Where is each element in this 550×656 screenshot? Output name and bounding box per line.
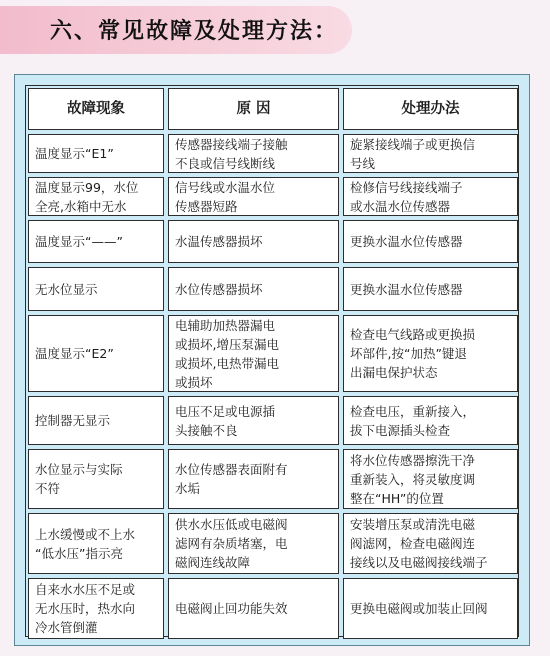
cell-text-line: 磁阀连线故障	[175, 555, 251, 570]
cell-text-line: 水温传感器损坏	[175, 234, 263, 249]
cell-text-line: 检修信号线接线端子	[350, 179, 463, 195]
cause-cell	[168, 177, 339, 216]
cell-text-line: 温度显示“E1”	[35, 146, 114, 161]
cell-text-line: 更换电磁阀或加装止回阀	[350, 601, 488, 616]
cell-text-line: 电磁阀止回功能失效	[175, 601, 288, 616]
cell-text-line: 头接触不良	[175, 422, 238, 438]
cell-text-line: 水位显示与实际	[35, 462, 123, 477]
symptom-cell	[28, 578, 164, 639]
cell-text-line: 水位传感器表面附有	[175, 462, 288, 477]
cell-text-line: 信号线或水温水位	[175, 179, 276, 195]
cell-text-line: 重新装入，将灵敏度调	[350, 471, 476, 487]
cell-text-line: 出漏电保护状态	[350, 365, 438, 380]
cell-text-line: 坏部件,按“加热”键退	[350, 346, 467, 361]
cause-cell	[168, 220, 339, 263]
cell-text-line: 供水水压低或电磁阀	[175, 517, 288, 532]
header-solution: 处理办法	[343, 88, 518, 130]
symptom-cell	[28, 449, 164, 509]
cell-text-line: 拔下电源插头检查	[350, 422, 451, 438]
cell-text-line: 温度显示99，水位	[35, 179, 139, 195]
header-cause: 原 因	[168, 88, 339, 130]
cell-text-line: 检查电压，重新接入，	[350, 403, 476, 419]
fault-table	[25, 85, 519, 637]
cell-text-line: 或损坏	[175, 374, 213, 390]
solution-cell	[343, 396, 518, 445]
cell-text-line: 上水缓慢或不上水	[35, 526, 136, 542]
cell-text-line: 电压不足或电源插	[175, 403, 276, 419]
cause-cell	[168, 315, 339, 392]
solution-cell	[343, 449, 518, 509]
section-title: 六、常见故障及处理方法：	[50, 19, 339, 44]
cell-text-line: 传感器接线端子接触	[175, 136, 288, 152]
cell-text-line: 旋紧接线端子或更换信	[350, 136, 476, 152]
cell-text-line: 传感器短路	[175, 198, 238, 214]
symptom-cell	[28, 396, 164, 445]
cell-text-line: 检查电气线路或更换损	[350, 327, 476, 342]
cell-text-line: 或损坏,增压泵漏电	[175, 336, 279, 352]
cell-text-line: 更换水温水位传感器	[350, 281, 463, 297]
cell-text-line: 温度显示“——”	[35, 234, 123, 249]
symptom-cell	[28, 267, 164, 311]
cell-text-line: 电辅助加热器漏电	[175, 317, 276, 333]
solution-cell	[343, 220, 518, 263]
cell-text-line: 接线以及电磁阀接线端子	[350, 555, 488, 570]
cell-text-line: 滤网有杂质堵塞，电	[175, 536, 288, 551]
cell-text-line: 阀滤网，检查电磁阀连	[350, 536, 476, 551]
cell-text-line: 更换水温水位传感器	[350, 234, 463, 249]
cell-text-line: 整在“HH”的位置	[350, 490, 444, 506]
cell-text-line: 全亮,水箱中无水	[35, 198, 127, 214]
solution-cell	[343, 177, 518, 216]
solution-cell	[343, 513, 518, 574]
symptom-cell	[28, 315, 164, 392]
cell-text-line: 将水位传感器擦洗干净	[350, 452, 476, 468]
solution-cell	[343, 134, 518, 173]
cell-text-line: 号线	[350, 155, 376, 171]
cell-text-line: 无水压时，热水向	[35, 601, 136, 616]
cell-text-line: 水位传感器损坏	[175, 281, 263, 297]
cell-text-line: 温度显示“E2”	[35, 346, 114, 361]
symptom-cell	[28, 177, 164, 216]
cell-text-line: 冷水管倒灌	[35, 620, 98, 635]
cause-cell	[168, 513, 339, 574]
solution-cell	[343, 315, 518, 392]
cell-text-line: 控制器无显示	[35, 413, 111, 428]
solution-cell	[343, 578, 518, 639]
header-symptom: 故障现象	[28, 88, 164, 130]
cell-text-line: 无水位显示	[35, 281, 98, 297]
symptom-cell	[28, 513, 164, 574]
symptom-cell	[28, 220, 164, 263]
cause-cell	[168, 578, 339, 639]
cell-text-line: 不良或信号线断线	[175, 155, 276, 171]
cell-text-line: 或水温水位传感器	[350, 198, 451, 214]
cause-cell	[168, 396, 339, 445]
table-frame	[14, 74, 530, 646]
cell-text-line: 水垢	[175, 481, 201, 496]
cell-text-line: 安装增压泵或清洗电磁	[350, 517, 476, 532]
cause-cell	[168, 134, 339, 173]
cause-cell	[168, 449, 339, 509]
cell-text-line: 或损坏,电热带漏电	[175, 355, 279, 371]
cell-text-line: 不符	[35, 481, 61, 496]
solution-cell	[343, 267, 518, 311]
symptom-cell	[28, 134, 164, 173]
cell-text-line: “低水压”指示亮	[35, 545, 123, 561]
cause-cell	[168, 267, 339, 311]
cell-text-line: 自来水水压不足或	[35, 582, 136, 597]
